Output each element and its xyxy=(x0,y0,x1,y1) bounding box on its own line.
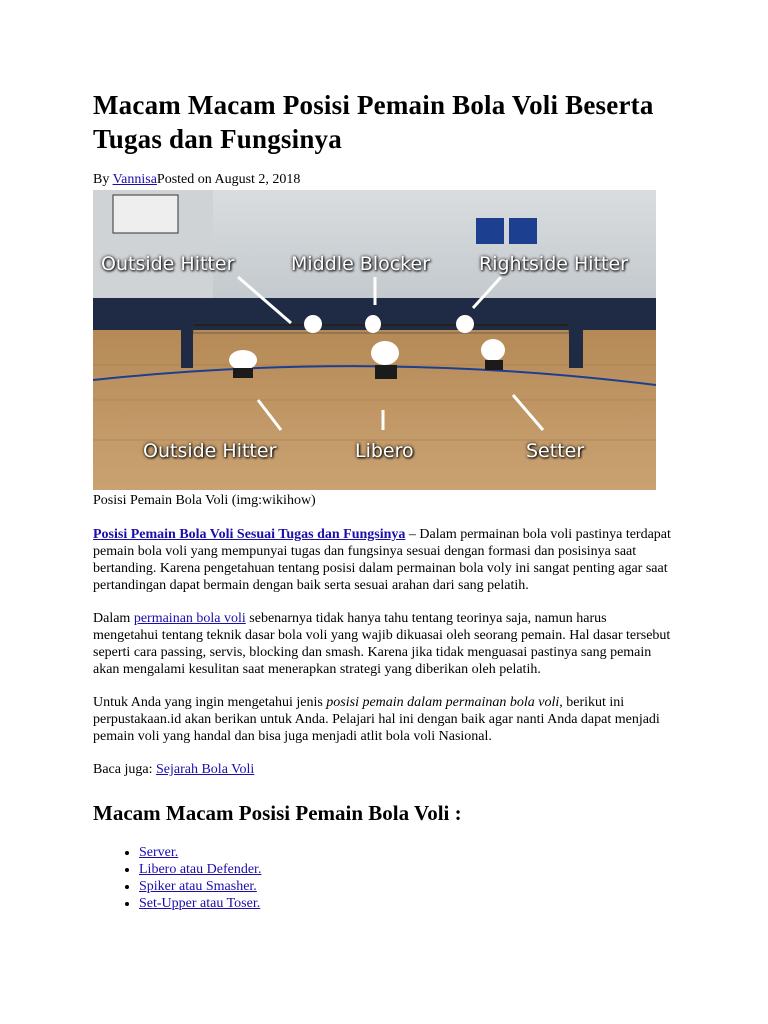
label-middle-blocker: Middle Blocker xyxy=(291,253,431,275)
label-setter: Setter xyxy=(526,440,585,462)
label-outside-hitter-top: Outside Hitter xyxy=(101,253,235,275)
list-item xyxy=(139,895,673,912)
list-link-libero[interactable]: Libero atau Defender. xyxy=(139,862,262,877)
baca-juga-label: Baca juga: xyxy=(93,762,156,777)
p2-pre: Dalam xyxy=(93,611,134,626)
paragraph-intro xyxy=(93,526,673,594)
label-outside-hitter-bottom: Outside Hitter xyxy=(143,440,277,462)
posted-date: Posted on August 2, 2018 xyxy=(156,172,301,187)
list-link-set-upper[interactable]: Set-Upper atau Toser. xyxy=(139,896,261,911)
intro-text: – Dalam permainan bola voli pastinya terdapat pemain bola voli yang mempunyai tugas dan fungsinya sesuai dengan formasi dan posisinya saat bertanding. Karena pengetahuan tentang posisi dalam permainan bola voly ini sangat penting agar saat pertandingan dapat bermain dengan baik serta sesuai arahan dari sang pelatih. xyxy=(93,527,671,593)
byline-by: By xyxy=(93,172,113,187)
list-link-spiker[interactable]: Spiker atau Smasher. xyxy=(139,879,257,894)
intro-link[interactable]: Posisi Pemain Bola Voli Sesuai Tugas dan Fungsinya xyxy=(93,527,406,542)
paragraph-baca-juga xyxy=(93,761,673,778)
list-item xyxy=(139,861,673,878)
p3-emphasis: posisi pemain dalam permainan bola voli xyxy=(326,695,560,710)
label-libero: Libero xyxy=(355,440,414,462)
p3-text: , berikut ini perpustakaan.id akan berikan untuk Anda. Pelajari hal ini dengan baik agar nanti Anda dapat menjadi pemain voli yang handal dan bisa juga menjadi atlit bola voli Nasional. xyxy=(93,695,660,744)
list-item xyxy=(139,878,673,895)
list-link-server[interactable]: Server. xyxy=(139,845,179,860)
paragraph-3 xyxy=(93,694,673,745)
p3-pre: Untuk Anda yang ingin mengetahui jenis xyxy=(93,695,327,710)
list-item xyxy=(139,844,673,861)
author-link[interactable]: Vannisa xyxy=(112,172,157,187)
article-title: Macam Macam Posisi Pemain Bola Voli Beserta Tugas dan Fungsinya xyxy=(93,90,654,154)
image-caption: Posisi Pemain Bola Voli (img:wikihow) xyxy=(93,493,316,508)
positions-list xyxy=(93,844,673,912)
label-rightside-hitter: Rightside Hitter xyxy=(479,253,628,275)
permainan-link[interactable]: permainan bola voli xyxy=(133,611,246,626)
paragraph-2 xyxy=(93,610,673,678)
volleyball-positions-image xyxy=(93,190,656,490)
section-heading: Macam Macam Posisi Pemain Bola Voli : xyxy=(93,801,462,825)
p2-text: sebenarnya tidak hanya tahu tentang teorinya saja, namun harus mengetahui tentang teknik dasar bola voli yang wajib dikuasai oleh seorang pemain. Hal dasar tersebut seperti cara passing, servis, blocking dan smash. Karena jika tidak menguasai pastinya sang pemain akan mengalami kesulitan saat menerapkan strategi yang diberikan oleh pelatih. xyxy=(93,611,671,677)
sejarah-link[interactable]: Sejarah Bola Voli xyxy=(155,762,255,777)
byline xyxy=(93,172,673,188)
